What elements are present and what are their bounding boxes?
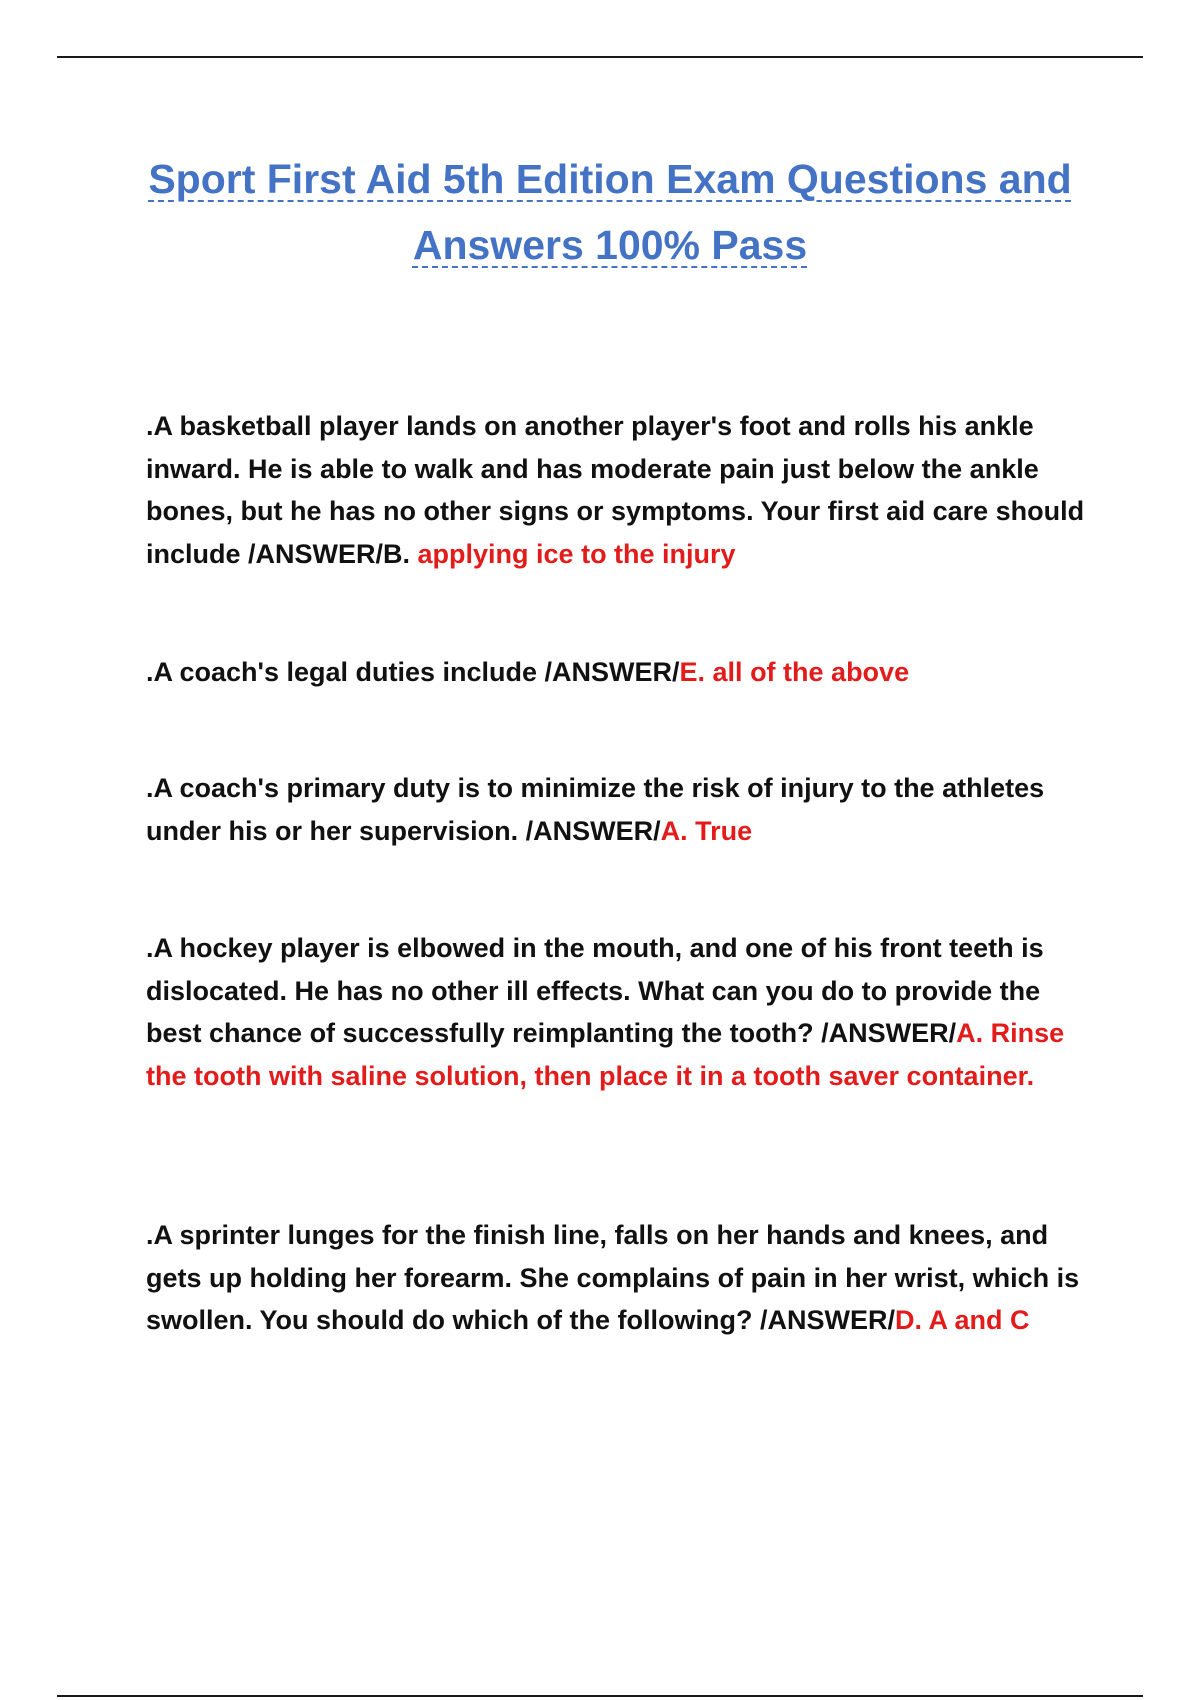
answer-text: A. True (660, 815, 753, 846)
answer-text: A. Rinse the tooth with saline solution, then place it in a tooth saver container. (146, 1018, 1065, 1091)
footer-rule (57, 1695, 1143, 1697)
document-title (130, 146, 1090, 278)
question-text: .A coach's primary duty is to minimize the risk of injury to the athletes under his or her supervision. /ANSWER/ (146, 773, 1045, 846)
document-title-text: Sport First Aid 5th Edition Exam Questions and Answers 100% Pass (148, 156, 1072, 268)
answer-text: applying ice to the injury (417, 538, 736, 569)
qa-item (146, 767, 1096, 852)
question-text: .A basketball player lands on another player's foot and rolls his ankle inward. He is able to walk and has moderate pain just below the ankle bones, but he has no other signs or symptoms. Your first aid care should include /ANSWER/B. (146, 411, 1085, 569)
qa-item (146, 1214, 1096, 1342)
question-text: .A hockey player is elbowed in the mouth, and one of his front teeth is dislocated. He has no other ill effects. What can you do to provide the best chance of successfully reimplanting the tooth? /ANSWER/ (146, 933, 1044, 1048)
question-text: .A coach's legal duties include /ANSWER/ (146, 657, 680, 687)
question-text: .A sprinter lunges for the finish line, falls on her hands and knees, and gets up holding her forearm. She complains of pain in her wrist, which is swollen. You should do which of the following? /ANSWER/ (146, 1220, 1080, 1335)
qa-item (146, 405, 1096, 575)
qa-item (146, 651, 1096, 694)
answer-text: E. all of the above (679, 657, 910, 687)
qa-item (146, 927, 1096, 1097)
answer-text: D. A and C (894, 1305, 1030, 1335)
header-rule (57, 56, 1143, 58)
